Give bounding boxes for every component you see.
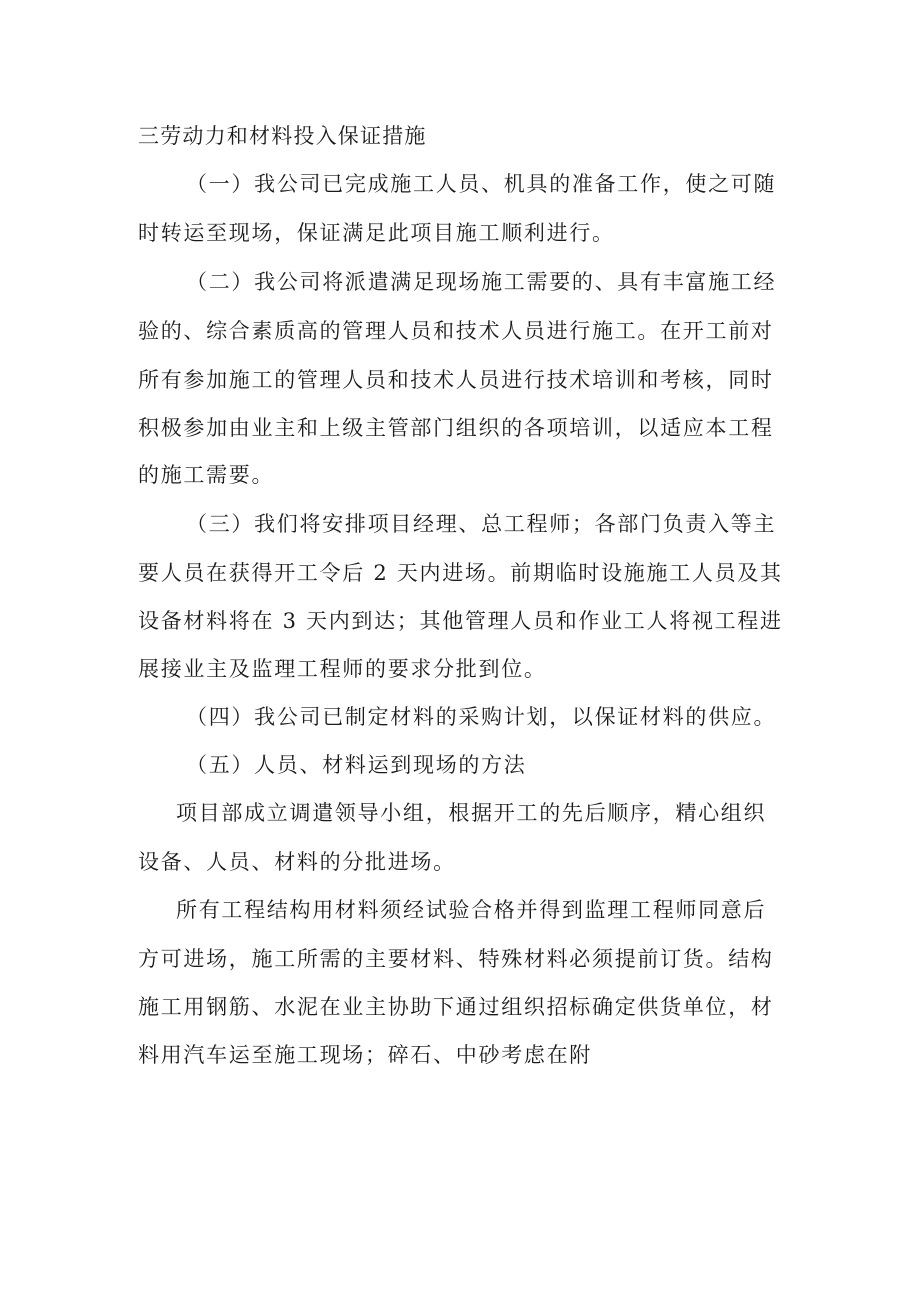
- paragraph-7-line-3: 施工用钢筋、水泥在业主协助下通过组织招标确定供货单位，材: [138, 995, 774, 1019]
- paragraph-2-line-4: 积极参加由业主和上级主管部门组织的各项培训，以适应本工程: [138, 416, 774, 440]
- paragraph-2-line-3: 所有参加施工的管理人员和技术人员进行技术培训和考核，同时: [138, 368, 774, 392]
- paragraph-1-line-1: （一）我公司已完成施工人员、机具的准备工作，使之可随: [186, 172, 777, 196]
- paragraph-6-line-2: 设备、人员、材料的分批进场。: [138, 850, 456, 874]
- paragraph-2-line-5: 的施工需要。: [138, 463, 275, 487]
- paragraph-1-line-2: 时转运至现场，保证满足此项目施工顺利进行。: [138, 221, 615, 245]
- paragraph-3-line-4: 展接业主及监理工程师的要求分批到位。: [138, 657, 547, 681]
- paragraph-7-line-4: 料用汽车运至施工现场；碎石、中砂考虑在附: [138, 1043, 592, 1067]
- section-title: 三劳动力和材料投入保证措施: [138, 124, 427, 148]
- paragraph-2-line-2: 验的、综合素质高的管理人员和技术人员进行施工。在开工前对: [138, 319, 774, 343]
- paragraph-3-line-1: （三）我们将安排项目经理、总工程师；各部门负责入等主: [186, 512, 777, 536]
- paragraph-2-line-1: （二）我公司将派遣满足现场施工需要的、具有丰富施工经: [186, 270, 777, 294]
- paragraph-6-line-1: 项目部成立调遣领导小组，根据开工的先后顺序，精心组织: [176, 801, 767, 825]
- paragraph-7-line-2: 方可进场，施工所需的主要材料、特殊材料必须提前订货。结构: [138, 947, 774, 971]
- paragraph-5-line-1: （五）人员、材料运到现场的方法: [186, 753, 527, 777]
- paragraph-7-line-1: 所有工程结构用材料须经试验合格并得到监理工程师同意后: [176, 898, 767, 922]
- paragraph-3-line-2: 要人员在获得开工令后 2 天内进场。前期临时设施施工人员及其: [138, 561, 783, 585]
- paragraph-3-line-3: 设备材料将在 3 天内到达；其他管理人员和作业工人将视工程进: [138, 609, 783, 633]
- paragraph-4-line-1: （四）我公司已制定材料的采购计划，以保证材料的供应。: [186, 705, 777, 729]
